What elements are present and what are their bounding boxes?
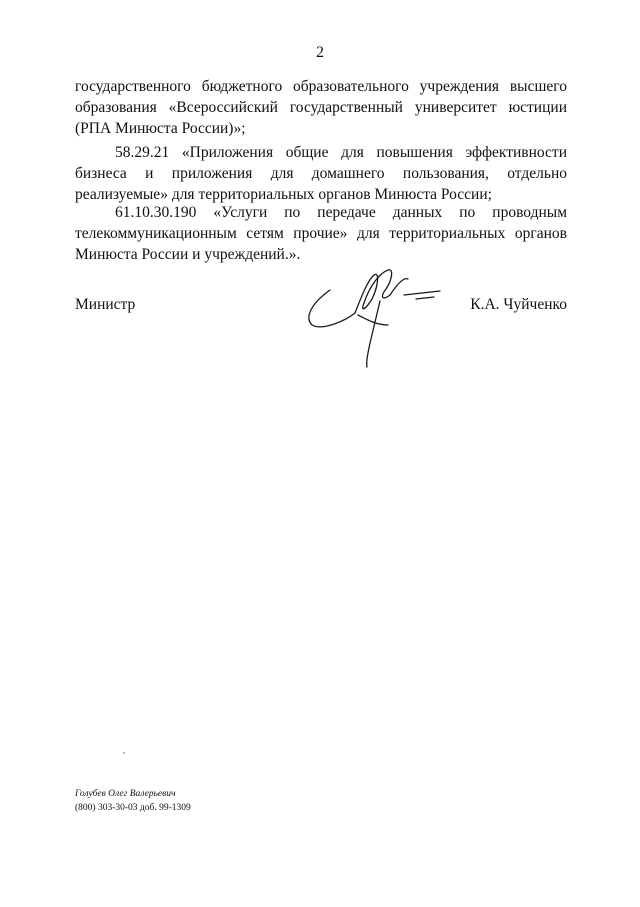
- executor-phone: (800) 303-30-03 доб. 99-1309: [75, 803, 191, 813]
- signer-role: Министр: [75, 296, 136, 313]
- signer-name: К.А. Чуйченко: [470, 296, 567, 313]
- page-number: 2: [316, 44, 324, 61]
- executor-name: Голубев Олег Валерьевич: [75, 789, 176, 799]
- paragraph-university: государственного бюджетного образовательного учреждения высшего образования «Всероссийский государственный университет юстиции (РПА Минюста России)»;: [75, 78, 567, 137]
- handwritten-signature: [300, 255, 450, 375]
- paragraph-code-58-29-21: 58.29.21 «Приложения общие для повышения эффективности бизнеса и приложения для домашнего пользования, отдельно реализуемые» для территориальных органов Минюста России;: [75, 144, 567, 203]
- scan-speck: [123, 752, 125, 754]
- paragraph-code-61-10-30-190: 61.10.30.190 «Услуги по передаче данных по проводным телекоммуникационным сетям прочие» для территориальных органов Минюста России и учреждений.».: [75, 204, 567, 263]
